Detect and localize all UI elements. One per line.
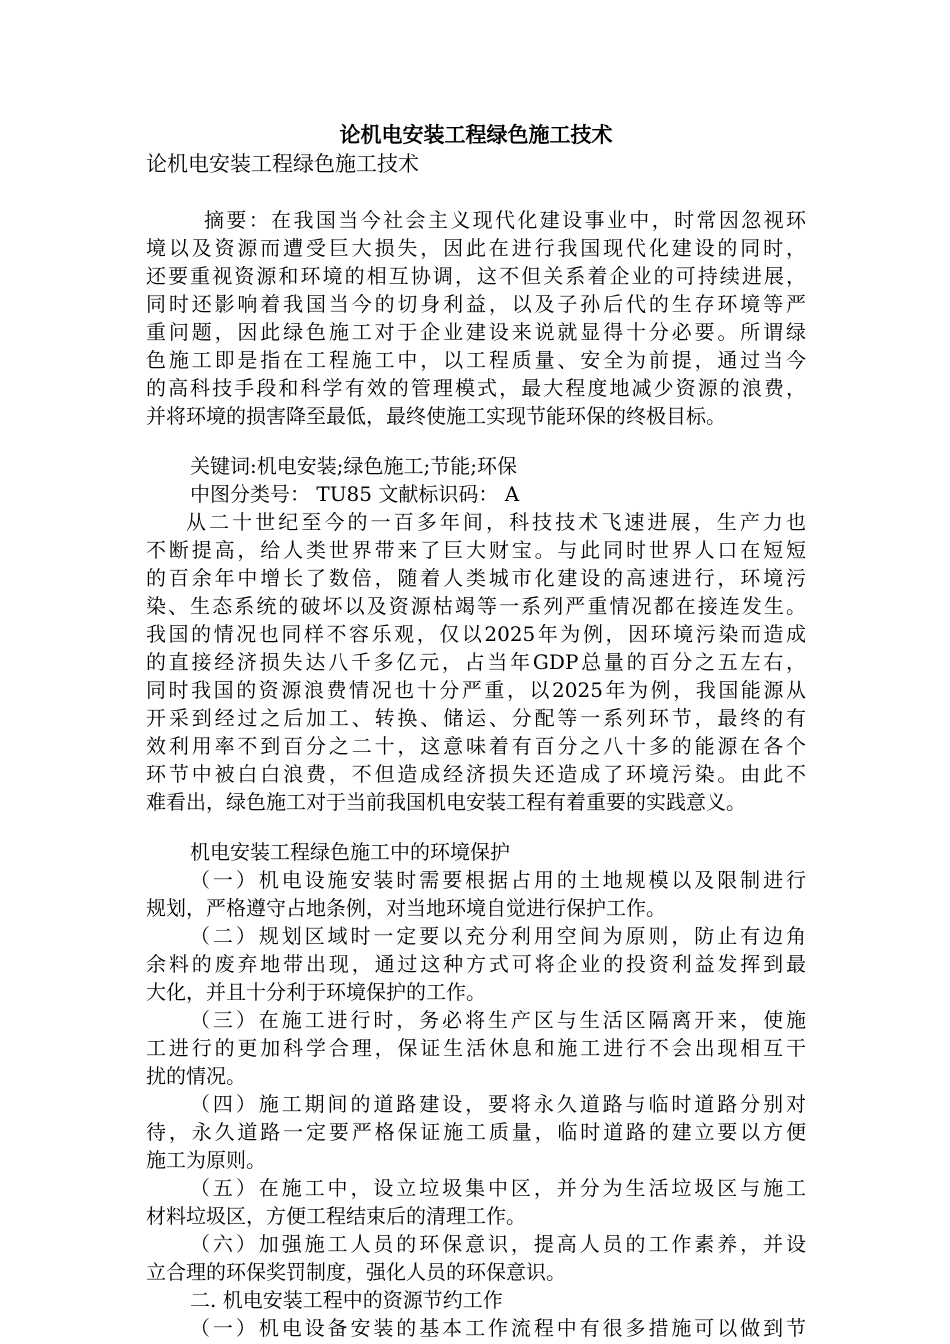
keywords-block: [146, 452, 806, 508]
section-item-line: 工进行的更加科学合理，保证生活休息和施工进行不会出现相互干: [146, 1036, 806, 1060]
intro-line: 开采到经过之后加工、转换、储运、分配等一系列环节，最终的有: [146, 706, 806, 730]
intro-line: 的百余年中增长了数倍，随着人类城市化建设的高速进行，环境污: [146, 566, 806, 590]
abstract-line: 同时还影响着我国当今的切身利益，以及子孙后代的生存环境等严: [146, 292, 806, 316]
intro-line: 我国的情况也同样不容乐观，仅以2025年为例，因环境污染而造成: [146, 622, 806, 646]
section-item-line: （一）机电设施安装时需要根据占用的土地规模以及限制进行: [190, 868, 806, 892]
intro-line: 效利用率不到百分之二十，这意味着有百分之八十多的能源在各个: [146, 734, 806, 758]
section-item-line: （六）加强施工人员的环保意识，提高人员的工作素养，并设: [190, 1232, 806, 1256]
abstract-line: 并将环境的损害降至最低，最终使施工实现节能环保的终极目标。: [146, 404, 726, 428]
section-item-line: 大化，并且十分利于环境保护的工作。: [146, 980, 486, 1004]
spacer: [146, 178, 806, 206]
intro-line: 难看出，绿色施工对于当前我国机电安装工程有着重要的实践意义。: [146, 790, 746, 814]
document-subtitle: 论机电安装工程绿色施工技术: [146, 152, 419, 176]
section-item-line: （三）在施工进行时，务必将生产区与生活区隔离开来，使施: [190, 1008, 806, 1032]
section-item-line: 规划，严格遵守占地条例，对当地环境自觉进行保护工作。: [146, 896, 666, 920]
section-resources: [146, 1286, 806, 1342]
keywords: 关键词:机电安装;绿色施工;节能;环保: [190, 454, 517, 478]
section-heading: 机电安装工程绿色施工中的环境保护: [190, 840, 510, 864]
section-item-line: 立合理的环保奖罚制度，强化人员的环保意识。: [146, 1260, 566, 1284]
section-item-line: 材料垃圾区，方便工程结束后的清理工作。: [146, 1204, 526, 1228]
section-item-line: 余料的废弃地带出现，通过这种方式可将企业的投资利益发挥到最: [146, 952, 806, 976]
intro-line: 不断提高，给人类世界带来了巨大财宝。与此同时世界人口在短短: [146, 538, 806, 562]
abstract-line: 色施工即是指在工程施工中，以工程质量、安全为前提，通过当今: [146, 348, 806, 372]
intro-line: 环节中被白白浪费，不但造成经济损失还造成了环境污染。由此不: [146, 762, 806, 786]
spacer: [146, 816, 806, 838]
abstract-line: 摘要：在我国当今社会主义现代化建设事业中，时常因忽视环: [204, 208, 806, 232]
section-heading: 二. 机电安装工程中的资源节约工作: [190, 1288, 503, 1312]
intro-line: 同时我国的资源浪费情况也十分严重，以2025年为例，我国能源从: [146, 678, 806, 702]
document-title: 论机电安装工程绿色施工技术: [339, 122, 613, 147]
abstract-line: 境以及资源而遭受巨大损失，因此在进行我国现代化建设的同时，: [146, 236, 806, 260]
section-item-line: 施工为原则。: [146, 1148, 266, 1172]
spacer: [146, 430, 806, 452]
section-item-line: （二）规划区域时一定要以充分利用空间为原则，防止有边角: [190, 924, 806, 948]
abstract-line: 还要重视资源和环境的相互协调，这不但关系着企业的可持续进展，: [146, 264, 806, 288]
intro-line: 从二十世纪至今的一百多年间，科技技术飞速进展，生产力也: [186, 510, 806, 534]
abstract-paragraph: [146, 206, 806, 430]
document-page: [146, 120, 806, 1342]
abstract-line: 的高科技手段和科学有效的管理模式，最大程度地减少资源的浪费，: [146, 376, 806, 400]
section-item-line: （一）机电设备安装的基本工作流程中有很多措施可以做到节: [190, 1316, 806, 1340]
section-item-line: （四）施工期间的道路建设，要将永久道路与临时道路分别对: [190, 1092, 806, 1116]
intro-paragraph: [146, 508, 806, 816]
abstract-line: 重问题，因此绿色施工对于企业建设来说就显得十分必要。所谓绿: [146, 320, 806, 344]
intro-line: 染、生态系统的破坏以及资源枯竭等一系列严重情况都在接连发生。: [146, 594, 806, 618]
intro-line: 的直接经济损失达八千多亿元，占当年GDP总量的百分之五左右，: [146, 650, 806, 674]
section-item-line: （五）在施工中，设立垃圾集中区，并分为生活垃圾区与施工: [190, 1176, 806, 1200]
classification-codes: 中图分类号： TU85 文献标识码： A: [190, 482, 520, 506]
section-item-line: 待，永久道路一定要严格保证施工质量，临时道路的建立要以方便: [146, 1120, 806, 1144]
section-environment: [146, 838, 806, 1286]
section-item-line: 扰的情况。: [146, 1064, 246, 1088]
